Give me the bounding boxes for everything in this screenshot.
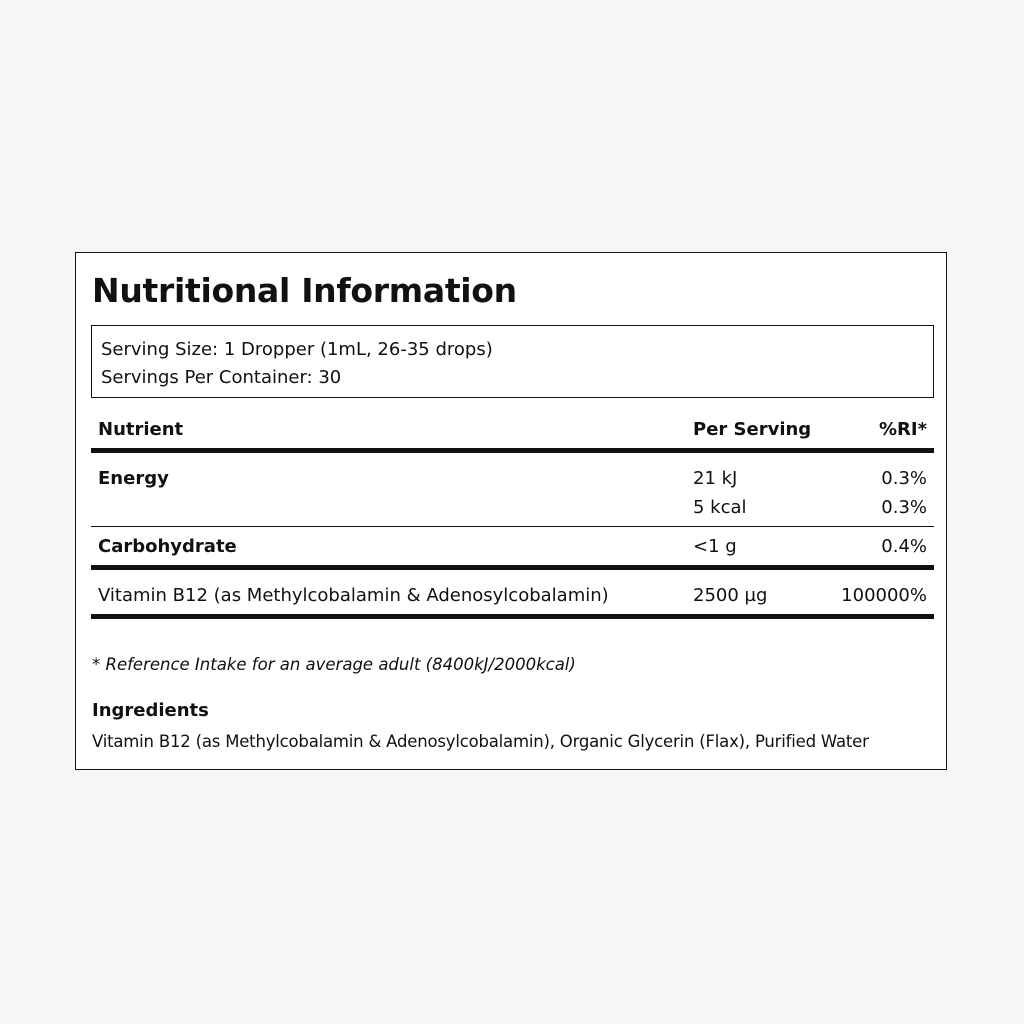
column-header-ri: %RI*	[878, 419, 927, 440]
table-row-carbohydrate	[91, 527, 934, 570]
serving-info-box	[91, 325, 934, 398]
reference-intake-footnote: * Reference Intake for an average adult (8400kJ/2000kcal)	[92, 655, 576, 674]
nutrient-name: Vitamin B12 (as Methylcobalamin & Adenosylcobalamin)	[98, 585, 609, 606]
per-serving-value: 2500 µg	[693, 585, 768, 606]
table-header-row	[91, 405, 934, 453]
label-title: Nutritional Information	[92, 271, 517, 310]
ingredients-text: Vitamin B12 (as Methylcobalamin & Adenosylcobalamin), Organic Glycerin (Flax), Purified Water	[92, 732, 869, 751]
nutrient-name: Energy	[98, 468, 169, 489]
nutrition-label-panel	[75, 252, 947, 770]
per-serving-value: <1 g	[693, 536, 737, 557]
ri-value: 100000%	[841, 585, 927, 606]
servings-per-container: Servings Per Container: 30	[101, 367, 342, 388]
nutrient-table	[91, 405, 934, 619]
ri-value: 0.3%	[881, 497, 927, 518]
table-row-vitamin-b12	[91, 570, 934, 619]
nutrient-name: Carbohydrate	[98, 536, 237, 557]
per-serving-value: 5 kcal	[693, 497, 747, 518]
column-header-per-serving: Per Serving	[693, 419, 812, 440]
per-serving-value: 21 kJ	[693, 468, 738, 489]
ri-value: 0.4%	[881, 536, 927, 557]
ri-value: 0.3%	[881, 468, 927, 489]
table-row-energy-kcal	[91, 491, 934, 527]
table-row-energy-kj	[91, 453, 934, 491]
column-header-nutrient: Nutrient	[98, 419, 184, 440]
serving-size: Serving Size: 1 Dropper (1mL, 26-35 drops)	[101, 339, 493, 360]
ingredients-heading: Ingredients	[92, 700, 209, 721]
